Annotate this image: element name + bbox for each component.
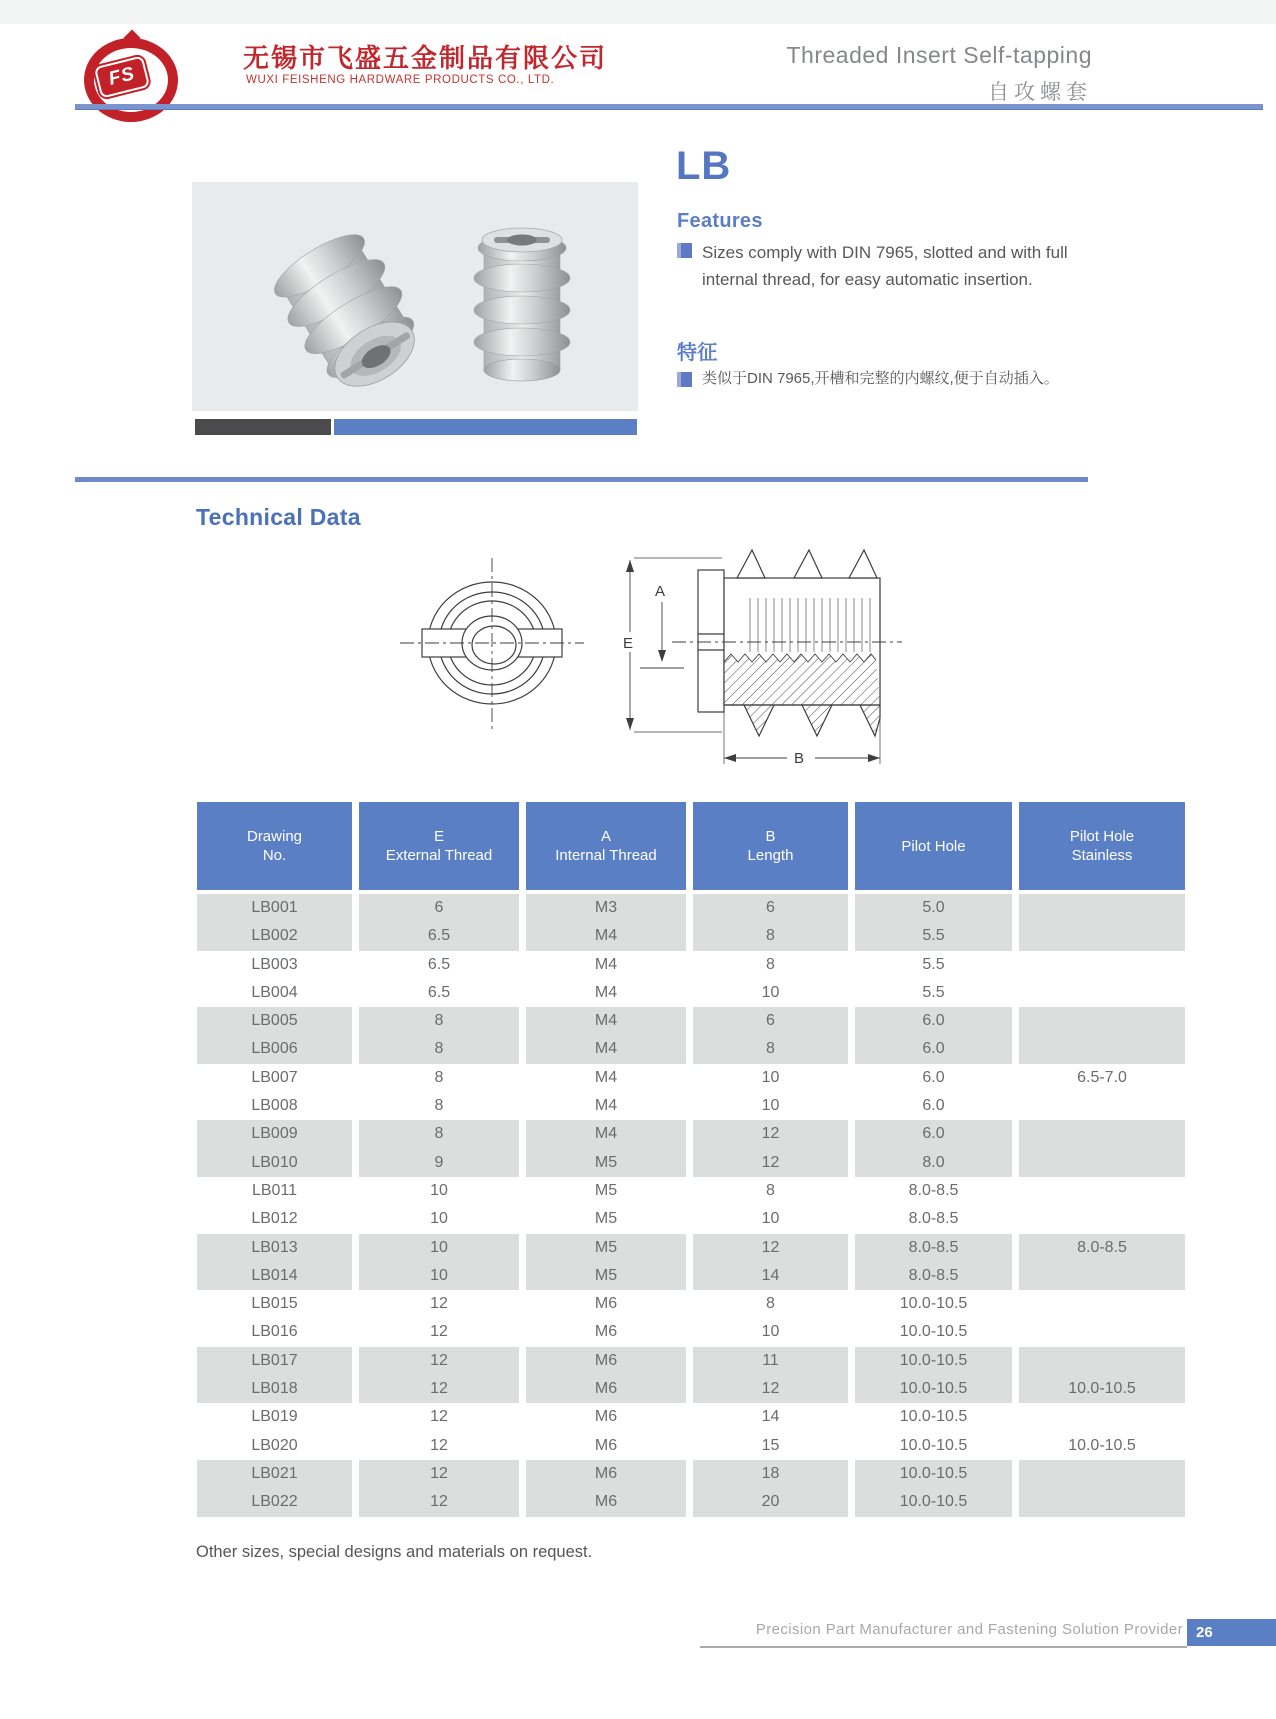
table-row — [197, 951, 1187, 979]
table-cell: 8 — [359, 1035, 519, 1063]
table-cell: LB010 — [197, 1149, 352, 1177]
table-cell: M5 — [594, 1181, 618, 1199]
table-header-cell: Pilot Hole — [855, 802, 1012, 890]
table-cell: LB016 — [251, 1323, 298, 1341]
table-cell: 14 — [693, 1262, 848, 1290]
table-cell: 6.0 — [922, 1097, 945, 1115]
table-cell: M5 — [526, 1262, 686, 1290]
technical-data-heading: Technical Data — [196, 504, 361, 530]
table-cell: M6 — [526, 1347, 686, 1375]
table-cell: M4 — [526, 1035, 686, 1063]
table-row — [197, 1460, 1187, 1488]
table-cell: 10.0-10.5 — [899, 1323, 968, 1341]
features-heading-chinese: 特征 — [677, 342, 718, 364]
table-cell: 12 — [430, 1436, 448, 1454]
table-row — [197, 1064, 1187, 1092]
technical-data-table — [197, 802, 1187, 1517]
table-cell: 10.0-10.5 — [899, 1436, 968, 1454]
table-cell: M5 — [594, 1210, 618, 1228]
table-cell: LB011 — [251, 1181, 298, 1199]
table-cell: 6 — [359, 894, 519, 922]
table-row — [197, 1205, 1187, 1233]
table-cell — [1019, 1120, 1185, 1148]
table-cell: 10 — [359, 1234, 519, 1262]
table-cell: 14 — [761, 1408, 780, 1426]
table-row — [197, 1347, 1187, 1375]
table-row — [197, 1007, 1187, 1035]
table-cell: 10.0-10.5 — [855, 1375, 1012, 1403]
table-cell: M6 — [594, 1295, 618, 1313]
table-row — [197, 1403, 1187, 1431]
table-cell: 6.0 — [922, 1068, 945, 1086]
table-cell: 10 — [761, 1210, 780, 1228]
table-body — [197, 894, 1187, 1517]
table-cell: 10 — [430, 1210, 448, 1228]
table-cell: M4 — [594, 1068, 618, 1086]
table-cell: LB020 — [251, 1436, 298, 1454]
table-cell: 8.0-8.5 — [908, 1210, 959, 1228]
table-cell: 12 — [693, 1234, 848, 1262]
table-row — [197, 1488, 1187, 1516]
table-cell: M4 — [594, 955, 618, 973]
table-footnote: Other sizes, special designs and materials on request. — [196, 1543, 593, 1561]
product-photo-illustration — [192, 182, 638, 411]
photo-caption-bar-dark — [195, 419, 331, 435]
logo-fs-badge: FS — [94, 55, 150, 98]
table-cell: LB018 — [197, 1375, 352, 1403]
footer-tagline: Precision Part Manufacturer and Fastening Solution Provider — [755, 1621, 1183, 1638]
table-cell: 10.0-10.5 — [1019, 1375, 1185, 1403]
table-cell: 6.5 — [427, 955, 451, 973]
table-cell — [1019, 1035, 1185, 1063]
table-cell: M6 — [594, 1323, 618, 1341]
table-cell — [1019, 1262, 1185, 1290]
table-cell: LB013 — [197, 1234, 352, 1262]
table-cell: 10 — [761, 1097, 780, 1115]
table-cell — [1019, 1318, 1185, 1346]
table-cell: 6.0 — [855, 1007, 1012, 1035]
table-cell: 11 — [693, 1347, 848, 1375]
table-cell: LB007 — [251, 1068, 298, 1086]
table-cell: 8.0-8.5 — [855, 1234, 1012, 1262]
table-cell: 6.0 — [855, 1120, 1012, 1148]
table-cell: 12 — [430, 1323, 448, 1341]
table-cell: 8.0-8.5 — [1019, 1234, 1185, 1262]
table-cell: 6.5 — [427, 983, 451, 1001]
table-cell — [1019, 1347, 1185, 1375]
table-cell: LB005 — [197, 1007, 352, 1035]
table-header-cell: Drawing No. — [197, 802, 352, 890]
bullet-square-icon — [677, 372, 692, 387]
table-cell: M6 — [594, 1408, 618, 1426]
table-cell: M4 — [594, 1097, 618, 1115]
table-row — [197, 1234, 1187, 1262]
table-cell: LB001 — [197, 894, 352, 922]
table-row — [197, 1375, 1187, 1403]
table-cell: LB003 — [251, 955, 298, 973]
feature-item-chinese — [677, 368, 1137, 390]
table-cell — [1019, 1092, 1185, 1120]
table-cell: LB012 — [251, 1210, 298, 1228]
table-cell: 12 — [430, 1408, 448, 1426]
table-cell: 5.0 — [855, 894, 1012, 922]
page-title-english: Threaded Insert Self-tapping — [786, 42, 1092, 68]
table-cell: 8 — [766, 1181, 775, 1199]
table-row — [197, 1035, 1187, 1063]
table-cell: 8 — [359, 1007, 519, 1035]
table-cell: M5 — [526, 1149, 686, 1177]
table-cell: 15 — [761, 1436, 780, 1454]
table-cell: M6 — [526, 1460, 686, 1488]
table-cell: 6.5 — [359, 922, 519, 950]
table-cell: 5.5 — [922, 983, 945, 1001]
table-cell: 10.0-10.5 — [899, 1295, 968, 1313]
table-cell: 5.5 — [922, 955, 945, 973]
table-cell: 18 — [693, 1460, 848, 1488]
table-cell: M4 — [526, 1120, 686, 1148]
table-cell: 12 — [359, 1375, 519, 1403]
table-cell: LB008 — [251, 1097, 298, 1115]
dim-label-b: B — [794, 750, 805, 767]
table-row — [197, 1290, 1187, 1318]
table-cell: 6 — [693, 894, 848, 922]
table-cell — [1019, 1488, 1185, 1516]
table-header-cell: E External Thread — [359, 802, 519, 890]
table-cell: 8.0-8.5 — [855, 1262, 1012, 1290]
table-cell: 10.0-10.5 — [855, 1460, 1012, 1488]
table-cell: LB017 — [197, 1347, 352, 1375]
table-header-row — [197, 802, 1187, 890]
table-cell: 10.0-10.5 — [1068, 1436, 1136, 1454]
table-cell — [1019, 1149, 1185, 1177]
table-header-cell: A Internal Thread — [526, 802, 686, 890]
table-cell: M5 — [526, 1234, 686, 1262]
company-name-english: WUXI FEISHENG HARDWARE PRODUCTS CO., LTD. — [246, 74, 555, 86]
table-cell: 9 — [359, 1149, 519, 1177]
table-cell: 10 — [430, 1181, 448, 1199]
table-cell: LB015 — [251, 1295, 298, 1313]
table-cell — [1019, 1007, 1185, 1035]
table-cell: M6 — [594, 1436, 618, 1454]
table-cell: 8 — [434, 1097, 444, 1115]
table-cell: M6 — [526, 1375, 686, 1403]
table-cell — [1019, 1205, 1185, 1233]
table-cell: 6 — [693, 1007, 848, 1035]
technical-drawing-svg — [372, 540, 1002, 795]
table-cell: 8 — [434, 1068, 444, 1086]
table-cell: 8 — [766, 1295, 775, 1313]
features-heading: Features — [677, 210, 763, 232]
table-cell: 8.0 — [855, 1149, 1012, 1177]
table-cell: 10.0-10.5 — [899, 1408, 968, 1426]
dim-label-a: A — [655, 583, 666, 600]
table-cell: 12 — [359, 1347, 519, 1375]
table-cell: 8 — [359, 1120, 519, 1148]
dim-label-e: E — [623, 635, 634, 652]
table-cell: LB002 — [197, 922, 352, 950]
table-row — [197, 922, 1187, 950]
section-divider-rule — [75, 477, 1088, 482]
table-cell — [1019, 1460, 1185, 1488]
footer-page-bar — [1187, 1619, 1276, 1646]
table-cell: 10 — [761, 1068, 780, 1086]
table-cell: LB014 — [197, 1262, 352, 1290]
table-cell: 10 — [761, 1323, 780, 1341]
table-cell: 8.0-8.5 — [908, 1181, 959, 1199]
table-cell — [1019, 1290, 1185, 1318]
table-cell — [1019, 1403, 1185, 1431]
table-cell: 12 — [430, 1295, 448, 1313]
table-cell: LB019 — [251, 1408, 298, 1426]
photo-caption-bar-blue — [334, 419, 637, 435]
page-number: 26 — [1196, 1624, 1213, 1641]
page-title-block — [600, 42, 1092, 106]
table-row — [197, 1092, 1187, 1120]
table-cell: 20 — [693, 1488, 848, 1516]
feature-text-chinese: 类似于DIN 7965,开槽和完整的内螺纹,便于自动插入。 — [702, 370, 1059, 387]
table-cell — [1019, 979, 1185, 1007]
table-cell: 12 — [359, 1488, 519, 1516]
table-cell: M6 — [526, 1488, 686, 1516]
bullet-square-icon — [677, 243, 692, 258]
table-row — [197, 894, 1187, 922]
table-cell: LB021 — [197, 1460, 352, 1488]
table-cell: 10.0-10.5 — [855, 1347, 1012, 1375]
table-cell: LB004 — [251, 983, 298, 1001]
table-cell — [1019, 922, 1185, 950]
table-cell: 5.5 — [855, 922, 1012, 950]
table-cell: M4 — [526, 922, 686, 950]
table-cell: 10 — [761, 983, 780, 1001]
table-cell: 8 — [766, 955, 775, 973]
table-cell: 6.0 — [855, 1035, 1012, 1063]
product-code-heading: LB — [676, 144, 732, 188]
table-cell: LB006 — [197, 1035, 352, 1063]
table-cell: M3 — [526, 894, 686, 922]
table-cell: 10 — [359, 1262, 519, 1290]
table-cell: M4 — [594, 983, 618, 1001]
table-cell — [1019, 894, 1185, 922]
table-cell: 12 — [693, 1149, 848, 1177]
table-cell: 6.5-7.0 — [1077, 1068, 1127, 1086]
table-cell: 8 — [693, 1035, 848, 1063]
table-cell: 12 — [693, 1375, 848, 1403]
table-row — [197, 979, 1187, 1007]
table-row — [197, 1177, 1187, 1205]
table-cell — [1019, 951, 1185, 979]
feature-text-english: Sizes comply with DIN 7965, slotted and with full internal thread, for easy automatic insertion. — [702, 243, 1068, 289]
company-name-chinese: 无锡市飞盛五金制品有限公司 — [243, 43, 608, 73]
feature-item-english — [677, 239, 1107, 293]
product-photo — [192, 182, 638, 411]
footer-rule — [700, 1646, 1187, 1648]
table-cell: M4 — [526, 1007, 686, 1035]
table-cell: 12 — [693, 1120, 848, 1148]
table-cell: 12 — [359, 1460, 519, 1488]
table-cell: 8 — [693, 922, 848, 950]
table-header-cell: Pilot Hole Stainless — [1019, 802, 1185, 890]
table-cell: LB022 — [197, 1488, 352, 1516]
table-row — [197, 1432, 1187, 1460]
table-row — [197, 1120, 1187, 1148]
page-title-chinese: 自攻螺套 — [988, 81, 1092, 104]
page-top-band — [0, 0, 1276, 24]
table-row — [197, 1318, 1187, 1346]
table-row — [197, 1149, 1187, 1177]
table-row — [197, 1262, 1187, 1290]
header-divider-rule — [75, 104, 1263, 110]
table-header-cell: B Length — [693, 802, 848, 890]
table-cell: 10.0-10.5 — [855, 1488, 1012, 1516]
table-cell — [1019, 1177, 1185, 1205]
table-cell: LB009 — [197, 1120, 352, 1148]
technical-drawing — [372, 540, 1002, 800]
